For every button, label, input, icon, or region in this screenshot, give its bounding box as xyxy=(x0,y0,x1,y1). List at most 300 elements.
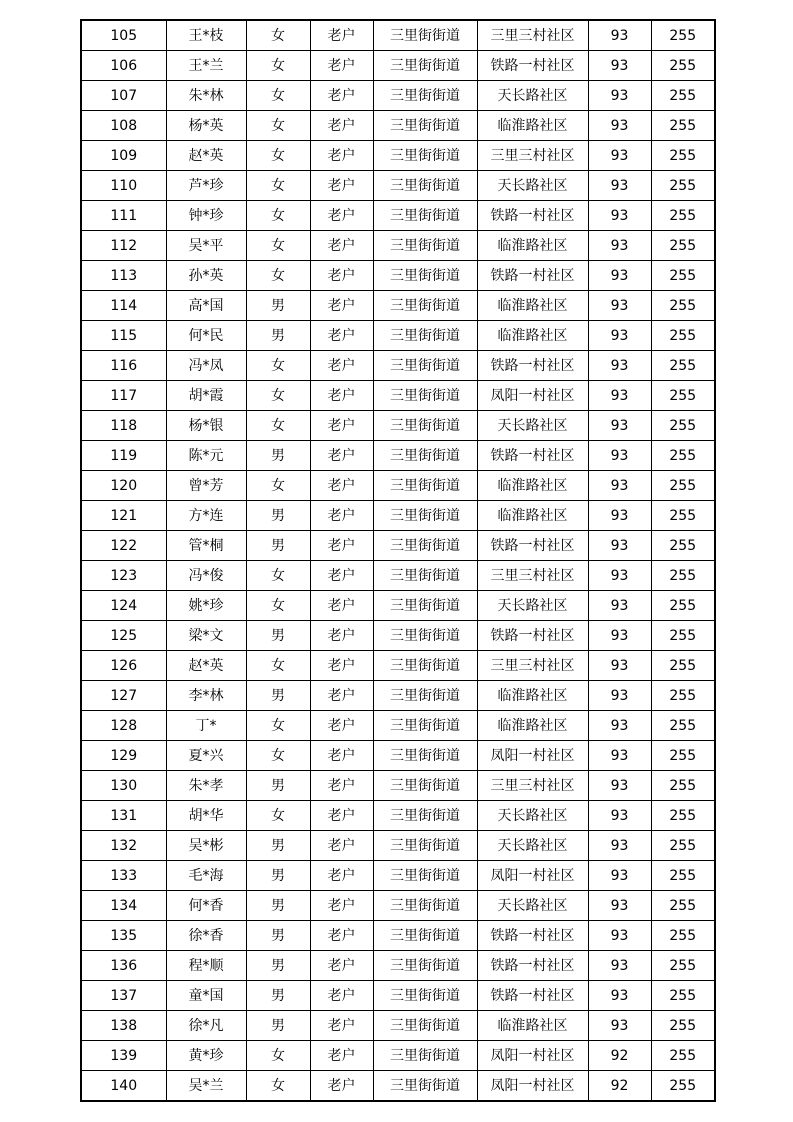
table-row xyxy=(81,861,715,891)
cell-gender: 女 xyxy=(246,111,310,141)
cell-subdistrict: 三里街街道 xyxy=(373,81,477,111)
cell-score: 93 xyxy=(588,471,651,501)
cell-row-number: 125 xyxy=(81,621,166,651)
cell-score: 93 xyxy=(588,381,651,411)
cell-community: 临淮路社区 xyxy=(477,501,588,531)
cell-community: 铁路一村社区 xyxy=(477,921,588,951)
cell-row-number: 107 xyxy=(81,81,166,111)
cell-community: 临淮路社区 xyxy=(477,291,588,321)
table-row xyxy=(81,801,715,831)
cell-row-number: 120 xyxy=(81,471,166,501)
cell-household-type: 老户 xyxy=(310,351,373,381)
cell-household-type: 老户 xyxy=(310,801,373,831)
table-row xyxy=(81,351,715,381)
cell-gender: 男 xyxy=(246,981,310,1011)
table-row xyxy=(81,381,715,411)
cell-subdistrict: 三里街街道 xyxy=(373,831,477,861)
table-row xyxy=(81,411,715,441)
cell-score: 93 xyxy=(588,681,651,711)
cell-name: 杨*银 xyxy=(166,411,246,441)
cell-row-number: 105 xyxy=(81,20,166,51)
cell-name: 赵*英 xyxy=(166,141,246,171)
cell-amount: 255 xyxy=(651,381,715,411)
cell-amount: 255 xyxy=(651,141,715,171)
cell-name: 何*香 xyxy=(166,891,246,921)
cell-name: 高*国 xyxy=(166,291,246,321)
cell-community: 临淮路社区 xyxy=(477,111,588,141)
cell-subdistrict: 三里街街道 xyxy=(373,231,477,261)
table-row xyxy=(81,471,715,501)
cell-amount: 255 xyxy=(651,1071,715,1102)
cell-name: 徐*香 xyxy=(166,921,246,951)
cell-row-number: 110 xyxy=(81,171,166,201)
cell-score: 93 xyxy=(588,321,651,351)
cell-name: 杨*英 xyxy=(166,111,246,141)
cell-subdistrict: 三里街街道 xyxy=(373,861,477,891)
cell-amount: 255 xyxy=(651,201,715,231)
roster-table xyxy=(80,19,716,1102)
cell-amount: 255 xyxy=(651,861,715,891)
cell-gender: 男 xyxy=(246,441,310,471)
cell-subdistrict: 三里街街道 xyxy=(373,621,477,651)
cell-subdistrict: 三里街街道 xyxy=(373,741,477,771)
cell-score: 93 xyxy=(588,261,651,291)
cell-household-type: 老户 xyxy=(310,771,373,801)
table-row xyxy=(81,561,715,591)
table-row xyxy=(81,20,715,51)
cell-name: 冯*俊 xyxy=(166,561,246,591)
cell-household-type: 老户 xyxy=(310,681,373,711)
cell-score: 93 xyxy=(588,1011,651,1041)
cell-amount: 255 xyxy=(651,51,715,81)
cell-name: 黄*珍 xyxy=(166,1041,246,1071)
cell-household-type: 老户 xyxy=(310,171,373,201)
cell-gender: 男 xyxy=(246,321,310,351)
cell-amount: 255 xyxy=(651,471,715,501)
cell-amount: 255 xyxy=(651,951,715,981)
table-row xyxy=(81,291,715,321)
cell-gender: 女 xyxy=(246,141,310,171)
cell-score: 93 xyxy=(588,981,651,1011)
cell-community: 凤阳一村社区 xyxy=(477,741,588,771)
cell-name: 钟*珍 xyxy=(166,201,246,231)
cell-amount: 255 xyxy=(651,261,715,291)
cell-name: 赵*英 xyxy=(166,651,246,681)
table-row xyxy=(81,111,715,141)
cell-amount: 255 xyxy=(651,81,715,111)
cell-amount: 255 xyxy=(651,1041,715,1071)
cell-subdistrict: 三里街街道 xyxy=(373,351,477,381)
cell-gender: 女 xyxy=(246,591,310,621)
cell-name: 程*顺 xyxy=(166,951,246,981)
cell-household-type: 老户 xyxy=(310,51,373,81)
cell-score: 93 xyxy=(588,291,651,321)
table-row xyxy=(81,921,715,951)
cell-community: 三里三村社区 xyxy=(477,651,588,681)
cell-row-number: 117 xyxy=(81,381,166,411)
cell-row-number: 126 xyxy=(81,651,166,681)
cell-row-number: 129 xyxy=(81,741,166,771)
table-row xyxy=(81,261,715,291)
table-row xyxy=(81,1071,715,1102)
cell-row-number: 136 xyxy=(81,951,166,981)
cell-household-type: 老户 xyxy=(310,861,373,891)
cell-gender: 女 xyxy=(246,201,310,231)
cell-community: 铁路一村社区 xyxy=(477,351,588,381)
cell-gender: 男 xyxy=(246,831,310,861)
cell-name: 曾*芳 xyxy=(166,471,246,501)
table-row xyxy=(81,231,715,261)
table-row xyxy=(81,441,715,471)
cell-community: 临淮路社区 xyxy=(477,681,588,711)
cell-community: 天长路社区 xyxy=(477,81,588,111)
cell-row-number: 109 xyxy=(81,141,166,171)
cell-household-type: 老户 xyxy=(310,411,373,441)
cell-score: 93 xyxy=(588,621,651,651)
cell-row-number: 114 xyxy=(81,291,166,321)
cell-name: 朱*孝 xyxy=(166,771,246,801)
cell-gender: 男 xyxy=(246,891,310,921)
cell-name: 朱*林 xyxy=(166,81,246,111)
cell-amount: 255 xyxy=(651,231,715,261)
cell-score: 93 xyxy=(588,141,651,171)
cell-score: 93 xyxy=(588,831,651,861)
cell-community: 三里三村社区 xyxy=(477,561,588,591)
cell-subdistrict: 三里街街道 xyxy=(373,891,477,921)
cell-gender: 男 xyxy=(246,291,310,321)
cell-amount: 255 xyxy=(651,1011,715,1041)
cell-community: 临淮路社区 xyxy=(477,231,588,261)
cell-score: 93 xyxy=(588,771,651,801)
cell-subdistrict: 三里街街道 xyxy=(373,381,477,411)
cell-community: 铁路一村社区 xyxy=(477,621,588,651)
cell-row-number: 128 xyxy=(81,711,166,741)
cell-amount: 255 xyxy=(651,771,715,801)
cell-row-number: 108 xyxy=(81,111,166,141)
cell-household-type: 老户 xyxy=(310,201,373,231)
cell-community: 三里三村社区 xyxy=(477,20,588,51)
cell-household-type: 老户 xyxy=(310,831,373,861)
cell-gender: 女 xyxy=(246,51,310,81)
cell-row-number: 135 xyxy=(81,921,166,951)
cell-score: 93 xyxy=(588,591,651,621)
cell-community: 铁路一村社区 xyxy=(477,441,588,471)
table-row xyxy=(81,501,715,531)
cell-gender: 男 xyxy=(246,921,310,951)
cell-name: 李*林 xyxy=(166,681,246,711)
cell-amount: 255 xyxy=(651,561,715,591)
cell-score: 93 xyxy=(588,501,651,531)
cell-household-type: 老户 xyxy=(310,471,373,501)
cell-name: 何*民 xyxy=(166,321,246,351)
cell-household-type: 老户 xyxy=(310,741,373,771)
cell-row-number: 131 xyxy=(81,801,166,831)
cell-household-type: 老户 xyxy=(310,501,373,531)
cell-gender: 女 xyxy=(246,1041,310,1071)
cell-community: 天长路社区 xyxy=(477,801,588,831)
cell-gender: 女 xyxy=(246,231,310,261)
cell-amount: 255 xyxy=(651,321,715,351)
cell-household-type: 老户 xyxy=(310,20,373,51)
cell-household-type: 老户 xyxy=(310,651,373,681)
cell-household-type: 老户 xyxy=(310,291,373,321)
cell-gender: 女 xyxy=(246,381,310,411)
cell-amount: 255 xyxy=(651,921,715,951)
cell-household-type: 老户 xyxy=(310,1071,373,1102)
cell-name: 王*兰 xyxy=(166,51,246,81)
cell-amount: 255 xyxy=(651,111,715,141)
cell-community: 铁路一村社区 xyxy=(477,201,588,231)
cell-amount: 255 xyxy=(651,651,715,681)
table-row xyxy=(81,531,715,561)
cell-subdistrict: 三里街街道 xyxy=(373,711,477,741)
cell-community: 铁路一村社区 xyxy=(477,261,588,291)
cell-amount: 255 xyxy=(651,981,715,1011)
cell-name: 吴*平 xyxy=(166,231,246,261)
cell-name: 冯*凤 xyxy=(166,351,246,381)
table-row xyxy=(81,1041,715,1071)
cell-amount: 255 xyxy=(651,831,715,861)
cell-subdistrict: 三里街街道 xyxy=(373,1071,477,1102)
cell-amount: 255 xyxy=(651,411,715,441)
cell-score: 93 xyxy=(588,51,651,81)
cell-subdistrict: 三里街街道 xyxy=(373,561,477,591)
table-row xyxy=(81,651,715,681)
cell-row-number: 121 xyxy=(81,501,166,531)
cell-subdistrict: 三里街街道 xyxy=(373,921,477,951)
cell-amount: 255 xyxy=(651,351,715,381)
cell-subdistrict: 三里街街道 xyxy=(373,1011,477,1041)
cell-gender: 男 xyxy=(246,681,310,711)
cell-gender: 男 xyxy=(246,501,310,531)
cell-score: 93 xyxy=(588,891,651,921)
cell-subdistrict: 三里街街道 xyxy=(373,471,477,501)
cell-community: 铁路一村社区 xyxy=(477,981,588,1011)
cell-household-type: 老户 xyxy=(310,381,373,411)
cell-subdistrict: 三里街街道 xyxy=(373,801,477,831)
table-row xyxy=(81,81,715,111)
cell-row-number: 127 xyxy=(81,681,166,711)
cell-row-number: 134 xyxy=(81,891,166,921)
cell-amount: 255 xyxy=(651,171,715,201)
cell-name: 胡*霞 xyxy=(166,381,246,411)
cell-community: 天长路社区 xyxy=(477,891,588,921)
cell-name: 徐*凡 xyxy=(166,1011,246,1041)
cell-household-type: 老户 xyxy=(310,81,373,111)
cell-amount: 255 xyxy=(651,531,715,561)
table-row xyxy=(81,951,715,981)
cell-household-type: 老户 xyxy=(310,561,373,591)
cell-household-type: 老户 xyxy=(310,1011,373,1041)
cell-subdistrict: 三里街街道 xyxy=(373,20,477,51)
cell-gender: 女 xyxy=(246,20,310,51)
cell-subdistrict: 三里街街道 xyxy=(373,171,477,201)
cell-household-type: 老户 xyxy=(310,231,373,261)
cell-subdistrict: 三里街街道 xyxy=(373,651,477,681)
cell-community: 天长路社区 xyxy=(477,831,588,861)
cell-community: 临淮路社区 xyxy=(477,321,588,351)
table-row xyxy=(81,681,715,711)
cell-gender: 男 xyxy=(246,621,310,651)
cell-row-number: 133 xyxy=(81,861,166,891)
cell-household-type: 老户 xyxy=(310,321,373,351)
cell-community: 临淮路社区 xyxy=(477,711,588,741)
cell-community: 三里三村社区 xyxy=(477,771,588,801)
cell-subdistrict: 三里街街道 xyxy=(373,51,477,81)
table-row xyxy=(81,621,715,651)
cell-gender: 女 xyxy=(246,81,310,111)
cell-household-type: 老户 xyxy=(310,711,373,741)
cell-subdistrict: 三里街街道 xyxy=(373,951,477,981)
cell-community: 天长路社区 xyxy=(477,411,588,441)
cell-amount: 255 xyxy=(651,591,715,621)
cell-gender: 女 xyxy=(246,741,310,771)
cell-row-number: 115 xyxy=(81,321,166,351)
cell-name: 梁*文 xyxy=(166,621,246,651)
cell-community: 铁路一村社区 xyxy=(477,51,588,81)
table-row xyxy=(81,201,715,231)
table-row xyxy=(81,51,715,81)
cell-subdistrict: 三里街街道 xyxy=(373,531,477,561)
cell-score: 93 xyxy=(588,711,651,741)
cell-score: 93 xyxy=(588,111,651,141)
cell-subdistrict: 三里街街道 xyxy=(373,291,477,321)
table-row xyxy=(81,171,715,201)
cell-subdistrict: 三里街街道 xyxy=(373,591,477,621)
cell-community: 临淮路社区 xyxy=(477,1011,588,1041)
cell-score: 93 xyxy=(588,231,651,261)
cell-score: 92 xyxy=(588,1041,651,1071)
cell-amount: 255 xyxy=(651,681,715,711)
cell-row-number: 112 xyxy=(81,231,166,261)
cell-subdistrict: 三里街街道 xyxy=(373,1041,477,1071)
cell-score: 93 xyxy=(588,951,651,981)
cell-household-type: 老户 xyxy=(310,261,373,291)
cell-community: 铁路一村社区 xyxy=(477,951,588,981)
cell-amount: 255 xyxy=(651,801,715,831)
cell-gender: 女 xyxy=(246,1071,310,1102)
cell-score: 93 xyxy=(588,411,651,441)
table-row xyxy=(81,321,715,351)
table-row xyxy=(81,891,715,921)
cell-row-number: 106 xyxy=(81,51,166,81)
cell-community: 临淮路社区 xyxy=(477,471,588,501)
table-row xyxy=(81,711,715,741)
cell-subdistrict: 三里街街道 xyxy=(373,261,477,291)
cell-row-number: 140 xyxy=(81,1071,166,1102)
cell-row-number: 111 xyxy=(81,201,166,231)
cell-amount: 255 xyxy=(651,621,715,651)
cell-row-number: 139 xyxy=(81,1041,166,1071)
cell-household-type: 老户 xyxy=(310,441,373,471)
cell-score: 93 xyxy=(588,531,651,561)
cell-subdistrict: 三里街街道 xyxy=(373,771,477,801)
cell-name: 姚*珍 xyxy=(166,591,246,621)
table-row xyxy=(81,1011,715,1041)
cell-gender: 女 xyxy=(246,411,310,441)
cell-name: 丁* xyxy=(166,711,246,741)
cell-row-number: 138 xyxy=(81,1011,166,1041)
cell-gender: 女 xyxy=(246,471,310,501)
cell-name: 胡*华 xyxy=(166,801,246,831)
cell-subdistrict: 三里街街道 xyxy=(373,411,477,441)
cell-name: 孙*英 xyxy=(166,261,246,291)
cell-row-number: 123 xyxy=(81,561,166,591)
cell-name: 方*连 xyxy=(166,501,246,531)
cell-household-type: 老户 xyxy=(310,891,373,921)
cell-community: 三里三村社区 xyxy=(477,141,588,171)
cell-score: 93 xyxy=(588,741,651,771)
cell-household-type: 老户 xyxy=(310,951,373,981)
cell-row-number: 132 xyxy=(81,831,166,861)
cell-score: 93 xyxy=(588,20,651,51)
cell-gender: 女 xyxy=(246,171,310,201)
cell-row-number: 130 xyxy=(81,771,166,801)
cell-name: 童*国 xyxy=(166,981,246,1011)
cell-subdistrict: 三里街街道 xyxy=(373,501,477,531)
cell-name: 毛*海 xyxy=(166,861,246,891)
cell-gender: 女 xyxy=(246,261,310,291)
cell-household-type: 老户 xyxy=(310,591,373,621)
cell-row-number: 116 xyxy=(81,351,166,381)
cell-household-type: 老户 xyxy=(310,1041,373,1071)
cell-name: 吴*兰 xyxy=(166,1071,246,1102)
cell-name: 王*枝 xyxy=(166,20,246,51)
cell-community: 凤阳一村社区 xyxy=(477,1071,588,1102)
cell-amount: 255 xyxy=(651,891,715,921)
cell-gender: 男 xyxy=(246,531,310,561)
cell-gender: 男 xyxy=(246,1011,310,1041)
roster-body xyxy=(81,20,715,1101)
cell-name: 陈*元 xyxy=(166,441,246,471)
cell-score: 93 xyxy=(588,561,651,591)
cell-subdistrict: 三里街街道 xyxy=(373,321,477,351)
cell-amount: 255 xyxy=(651,291,715,321)
cell-gender: 男 xyxy=(246,951,310,981)
cell-household-type: 老户 xyxy=(310,111,373,141)
cell-subdistrict: 三里街街道 xyxy=(373,681,477,711)
cell-amount: 255 xyxy=(651,20,715,51)
cell-subdistrict: 三里街街道 xyxy=(373,441,477,471)
table-row xyxy=(81,591,715,621)
cell-subdistrict: 三里街街道 xyxy=(373,111,477,141)
cell-row-number: 119 xyxy=(81,441,166,471)
cell-score: 93 xyxy=(588,441,651,471)
cell-community: 凤阳一村社区 xyxy=(477,1041,588,1071)
cell-row-number: 118 xyxy=(81,411,166,441)
cell-name: 芦*珍 xyxy=(166,171,246,201)
cell-gender: 女 xyxy=(246,561,310,591)
cell-household-type: 老户 xyxy=(310,621,373,651)
cell-gender: 女 xyxy=(246,351,310,381)
cell-score: 93 xyxy=(588,801,651,831)
cell-score: 93 xyxy=(588,351,651,381)
cell-community: 铁路一村社区 xyxy=(477,531,588,561)
cell-score: 93 xyxy=(588,201,651,231)
cell-household-type: 老户 xyxy=(310,141,373,171)
cell-community: 凤阳一村社区 xyxy=(477,381,588,411)
cell-score: 93 xyxy=(588,651,651,681)
cell-score: 93 xyxy=(588,921,651,951)
cell-community: 凤阳一村社区 xyxy=(477,861,588,891)
cell-amount: 255 xyxy=(651,711,715,741)
cell-amount: 255 xyxy=(651,741,715,771)
cell-subdistrict: 三里街街道 xyxy=(373,981,477,1011)
table-row xyxy=(81,141,715,171)
cell-row-number: 113 xyxy=(81,261,166,291)
cell-gender: 男 xyxy=(246,861,310,891)
cell-score: 93 xyxy=(588,171,651,201)
